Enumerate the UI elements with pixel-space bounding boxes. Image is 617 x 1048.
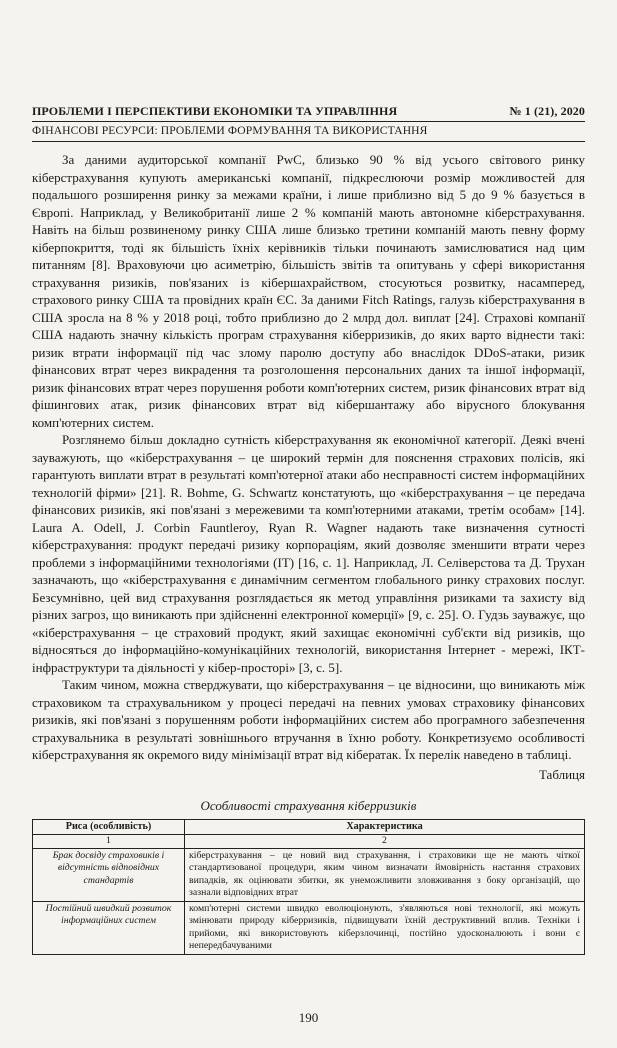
column-number-2: 2: [185, 835, 585, 849]
features-table: [32, 819, 585, 955]
column-header-feature: Риса (особливість): [33, 819, 185, 835]
table-cell-description: кіберстрахування – це новий вид страхування, і страховики ще не мають чіткої стандартизованої процедури, яким чином визначати ймовірність настання страхових випадків, як оцінювати збитки, як унеможливити зловживання з боку організацій, що зазнали відповідних втрат: [185, 848, 585, 901]
page-number: 190: [298, 1010, 319, 1025]
table-cell-feature: Постійний швидкий розвиток інформаційних систем: [33, 901, 185, 954]
table-row: [33, 848, 585, 901]
column-header-characteristic: Характеристика: [185, 819, 585, 835]
header-rule-bottom: [32, 141, 585, 142]
journal-title: ПРОБЛЕМИ І ПЕРСПЕКТИВИ ЕКОНОМІКИ ТА УПРАВЛІННЯ: [32, 104, 398, 118]
table-row: [33, 901, 585, 954]
table-column-numbers-row: [33, 835, 585, 849]
table-label: Таблиця: [538, 766, 585, 782]
paragraph-3: Таким чином, можна стверджувати, що кіберстрахування – це відносини, що виникають між страховиком та страхувальником у процесі передачі на певних умовах страховику фінансових ризиків, які пов'язані з порушенням роботи інформаційних систем або програмного забезпечення страхувальника в результаті зовнішнього втручання в їхню роботу. Конкретизуємо особливості кіберстрахування як окремого виду мінімізації втрат від кібератак. Їх перелік наведено в таблиці.: [32, 677, 585, 762]
table-cell-feature: Брак досвіду страховиків і відсутність відповідних стандартів: [33, 848, 185, 901]
paragraph-1: За даними аудиторської компанії PwC, близько 90 % від усього світового ринку кіберстрахування купують американські компанії, підкреслюючи розмір можливостей для подальшого розширення ринку за межами країни, і лише приблизно від 5 до 9 % базується в Європі. Наприклад, у Великобританії лише 2 % компаній мають автономне кіберстрахування. Навіть на більш розвиненому ринку США лише близько третини компаній мають певну форму кіберпокриття, тоді як більшість їхніх керівників тільки починають замислюватися над цим питанням [8]. Враховуючи цю асиметрію, більшість звітів та опитувань у сфері використання страхування ризиків, пов'язаних із кібершахрайством, стосуються розвитку, насамперед, страхового ринку США та провідних країн ЄС. За даними Fitch Ratings, галузь кіберстрахування в США зросла на 8 % у 2018 році, тобто приблизно до 2 млрд дол. виплат [24]. Страхові компанії США надають значну кількість програм страхування кіберризиків, до яких варто віднести такі: ризик втрати інформації під час злому паролю доступу або внаслідок DDoS-атаки, ризик фінансових втрат через викрадення та розголошення персональних даних та іншої інформації, ризик фінансових втрат через порушення роботи комп'ютерних систем, ризик фінансових втрат від фішингових атак, ризик фінансових втрат від кібершантажу або вірусного блокування комп'ютерних систем.: [32, 152, 585, 430]
table-title: Особливості страхування кіберризиків: [200, 798, 417, 813]
article-body: [32, 151, 585, 955]
table-header-row: [33, 819, 585, 835]
table-cell-description: комп'ютерні системи швидко еволюціонують, з'являються нові технології, які можуть змінювати природу кіберризиків, підвищувати їхній деструктивний вплив. Техніки і прийоми, які використовують кіберзлочинці, постійно удосконалюють і вони є непередбачуваними: [185, 901, 585, 954]
issue-number: № 1 (21), 2020: [509, 104, 585, 118]
paragraph-2: Розглянемо більш докладно сутність кіберстрахування як економічної категорії. Деякі вчені зауважують, що «кіберстрахування – це широкий термін для пояснення страхових полісів, які гарантують виплати втрат в результаті комп'ютерної атаки або несправності систем інформаційних технологій фірми» [21]. R. Bohme, G. Schwartz констатують, що «кіберстрахування – це передача фінансових ризиків, які пов'язані з мережевими та комп'ютерними атаками, третім особам» [14]. Laura A. Odell, J. Corbin Fauntleroy, Ryan R. Wagner надають таке визначення сутності кіберстрахування: продукт передачі ризику корпораціям, який дозволяє зменшити втрати через проблеми з інформаційними технологіями (IT) [16, с. 1]. Наприклад, Л. Селіверстова та Д. Трухан зазначають, що «кіберстрахування є динамічним сегментом глобального ринку страхових послуг. Безсумнівно, цей вид страхування розглядається як метод управління ризиками та захисту від різних загроз, що виникають при здійсненні електронної комерції» [9, с. 25]. О. Гудзь зауважує, що «кіберстрахування – це страховий продукт, який захищає економічні суб'єкти від ризиків, що відносяться до інформаційно-комунікаційних технологій, використання Інтернет - мережі, ІКТ-інфраструктури та діяльності у кібер-просторі» [3, с. 5].: [32, 432, 585, 675]
section-title: ФІНАНСОВІ РЕСУРСИ: ПРОБЛЕМИ ФОРМУВАННЯ ТА ВИКОРИСТАННЯ: [32, 124, 428, 137]
column-number-1: 1: [33, 835, 185, 849]
running-header: [32, 104, 585, 119]
header-rule-top: [32, 121, 585, 122]
